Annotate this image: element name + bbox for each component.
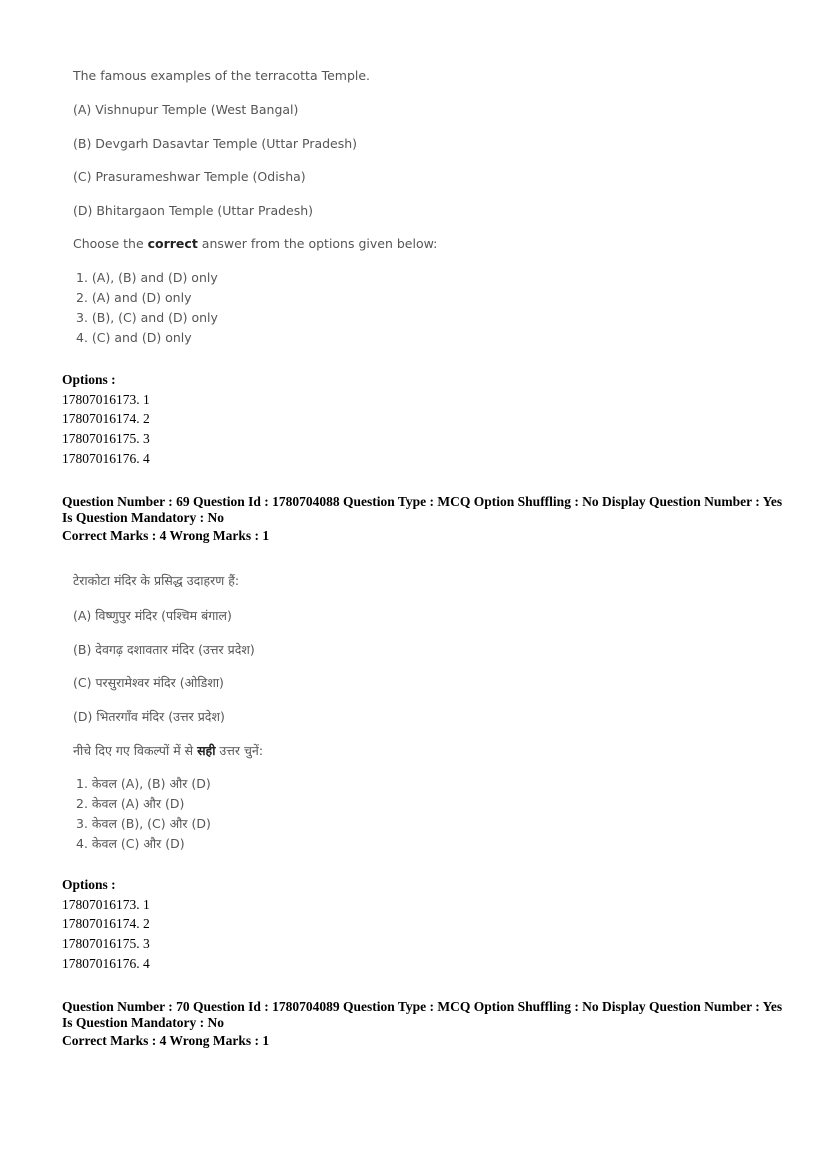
question-meta-line: Is Question Mandatory : No xyxy=(62,1015,225,1030)
options-header: Options : xyxy=(62,372,116,387)
answer-choice: 1. (A), (B) and (D) only xyxy=(76,270,218,285)
marks-line: Correct Marks : 4 Wrong Marks : 1 xyxy=(62,1033,270,1048)
statement-a: (A) विष्णुपुर मंदिर (पश्चिम बंगाल) xyxy=(73,608,232,623)
option-row: 17807016174. 2 xyxy=(62,411,150,426)
question-stem: टेराकोटा मंदिर के प्रसिद्ध उदाहरण हैं: xyxy=(73,573,240,588)
question-meta-line: Question Number : 70 Question Id : 1780704089 Question Type : MCQ Option Shuffling : No Display Question Number : Yes xyxy=(62,999,783,1014)
question-meta xyxy=(62,999,782,1049)
answer-choice: 3. केवल (B), (C) और (D) xyxy=(76,816,211,831)
statement-d: (D) Bhitargaon Temple (Uttar Pradesh) xyxy=(73,203,314,218)
question-stem: The famous examples of the terracotta Temple. xyxy=(73,68,371,83)
statement-b: (B) Devgarh Dasavtar Temple (Uttar Pradesh) xyxy=(73,136,358,151)
answer-choice: 1. केवल (A), (B) और (D) xyxy=(76,776,211,791)
statement-c: (C) Prasurameshwar Temple (Odisha) xyxy=(73,169,306,184)
question-meta-line: Is Question Mandatory : No xyxy=(62,510,225,525)
options-header: Options : xyxy=(62,877,116,892)
option-row: 17807016175. 3 xyxy=(62,431,150,446)
statement-d: (D) भितरगाँव मंदिर (उत्तर प्रदेश) xyxy=(73,709,225,724)
option-row: 17807016176. 4 xyxy=(62,956,150,971)
option-row: 17807016176. 4 xyxy=(62,451,150,466)
option-row: 17807016173. 1 xyxy=(62,897,150,912)
statement-a: (A) Vishnupur Temple (West Bangal) xyxy=(73,102,299,117)
option-row: 17807016173. 1 xyxy=(62,392,150,407)
marks-line: Correct Marks : 4 Wrong Marks : 1 xyxy=(62,528,270,543)
statement-b: (B) देवगढ़ दशावतार मंदिर (उत्तर प्रदेश) xyxy=(73,642,255,657)
question-meta xyxy=(62,494,782,544)
answer-choice: 4. (C) and (D) only xyxy=(76,330,192,345)
choose-instruction: Choose the correct answer from the options given below: xyxy=(73,236,438,251)
answer-choice: 4. केवल (C) और (D) xyxy=(76,836,185,851)
answer-choice: 2. (A) and (D) only xyxy=(76,290,192,305)
answer-choice: 2. केवल (A) और (D) xyxy=(76,796,185,811)
statement-c: (C) परसुरामेश्वर मंदिर (ओडिशा) xyxy=(73,675,224,690)
answer-choice: 3. (B), (C) and (D) only xyxy=(76,310,218,325)
option-row: 17807016174. 2 xyxy=(62,916,150,931)
choose-instruction: नीचे दिए गए विकल्पों में से सही उत्तर चुनें: xyxy=(73,743,264,758)
question-meta-line: Question Number : 69 Question Id : 1780704088 Question Type : MCQ Option Shuffling : No Display Question Number : Yes xyxy=(62,494,783,509)
option-row: 17807016175. 3 xyxy=(62,936,150,951)
